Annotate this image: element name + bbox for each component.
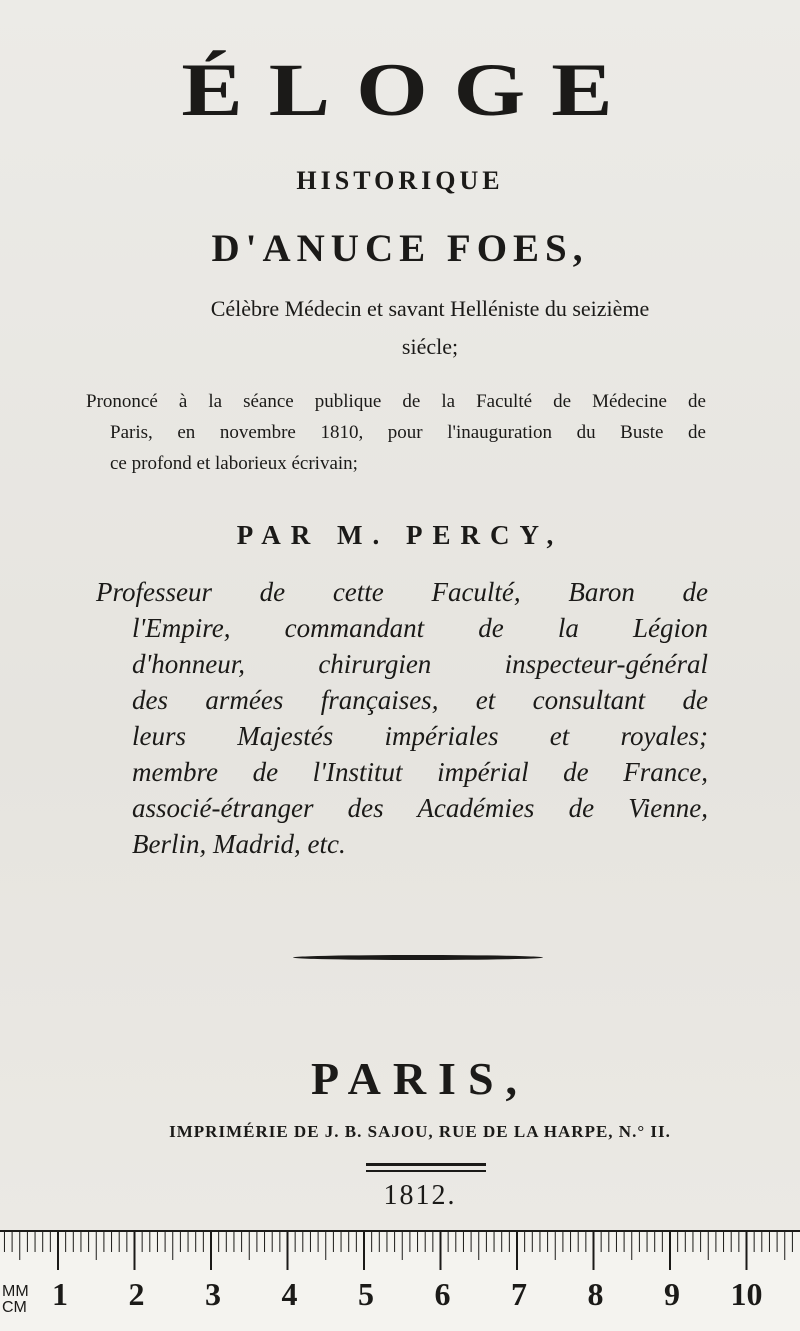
subject-name: D'ANUCE FOES, [211, 227, 589, 270]
titles-line-6: membre de l'Institut impérial de France, [132, 757, 708, 787]
author-name: PAR M. PERCY, [236, 520, 564, 550]
ruler-number: 2 [128, 1276, 145, 1312]
city-imprint: PARIS, [310, 1053, 530, 1104]
unit-mm-label: MM [2, 1283, 29, 1300]
description-line-2: siécle; [401, 334, 459, 359]
ruler-number: 4 [281, 1276, 298, 1312]
occasion-line-2: Paris, en novembre 1810, pour l'inauguration du Buste de [110, 422, 706, 443]
measuring-ruler [0, 1230, 800, 1331]
printer-imprint: IMPRIMÉRIE DE J. B. SAJOU, RUE DE LA HARPE, N.° II. [169, 1122, 671, 1141]
ruler-ticks [0, 1232, 800, 1272]
unit-cm-label: CM [2, 1299, 27, 1316]
ruler-number: 6 [434, 1276, 451, 1312]
author-titles [96, 574, 708, 862]
ruler-number: 7 [511, 1276, 527, 1312]
ruler-number: 9 [664, 1276, 680, 1312]
titles-line-5: leurs Majestés impériales et royales; [132, 721, 708, 751]
occasion-paragraph [86, 386, 706, 479]
imprint-rule-thin [366, 1170, 486, 1172]
titles-line-1: Professeur de cette Faculté, Baron de [96, 577, 708, 607]
titles-line-4: des armées françaises, et consultant de [132, 685, 708, 715]
ruler-units [2, 1284, 29, 1316]
publication-year: 1812. [383, 1180, 457, 1211]
ruler-number: 8 [587, 1276, 604, 1312]
ruler-number: 5 [358, 1276, 374, 1312]
ruler-number: 10 [730, 1276, 763, 1312]
imprint-rule-thick [366, 1163, 486, 1166]
description-line-1: Célèbre Médecin et savant Helléniste du seizième [210, 296, 650, 321]
decorative-rule [293, 955, 543, 960]
titles-line-2: l'Empire, commandant de la Légion [132, 613, 708, 643]
ruler-number: 1 [52, 1276, 68, 1312]
titles-line-8: Berlin, Madrid, etc. [132, 829, 346, 859]
ruler-number: 3 [205, 1276, 221, 1312]
subtitle: HISTORIQUE [296, 166, 504, 195]
occasion-line-1: Prononcé à la séance publique de la Faculté de Médecine de [86, 391, 706, 412]
titles-line-3: d'honneur, chirurgien inspecteur-général [132, 649, 708, 679]
titles-line-7: associé-étranger des Académies de Vienne, [132, 793, 708, 823]
main-title: ÉLOGE [181, 47, 639, 132]
occasion-line-3: ce profond et laborieux écrivain; [110, 453, 358, 474]
